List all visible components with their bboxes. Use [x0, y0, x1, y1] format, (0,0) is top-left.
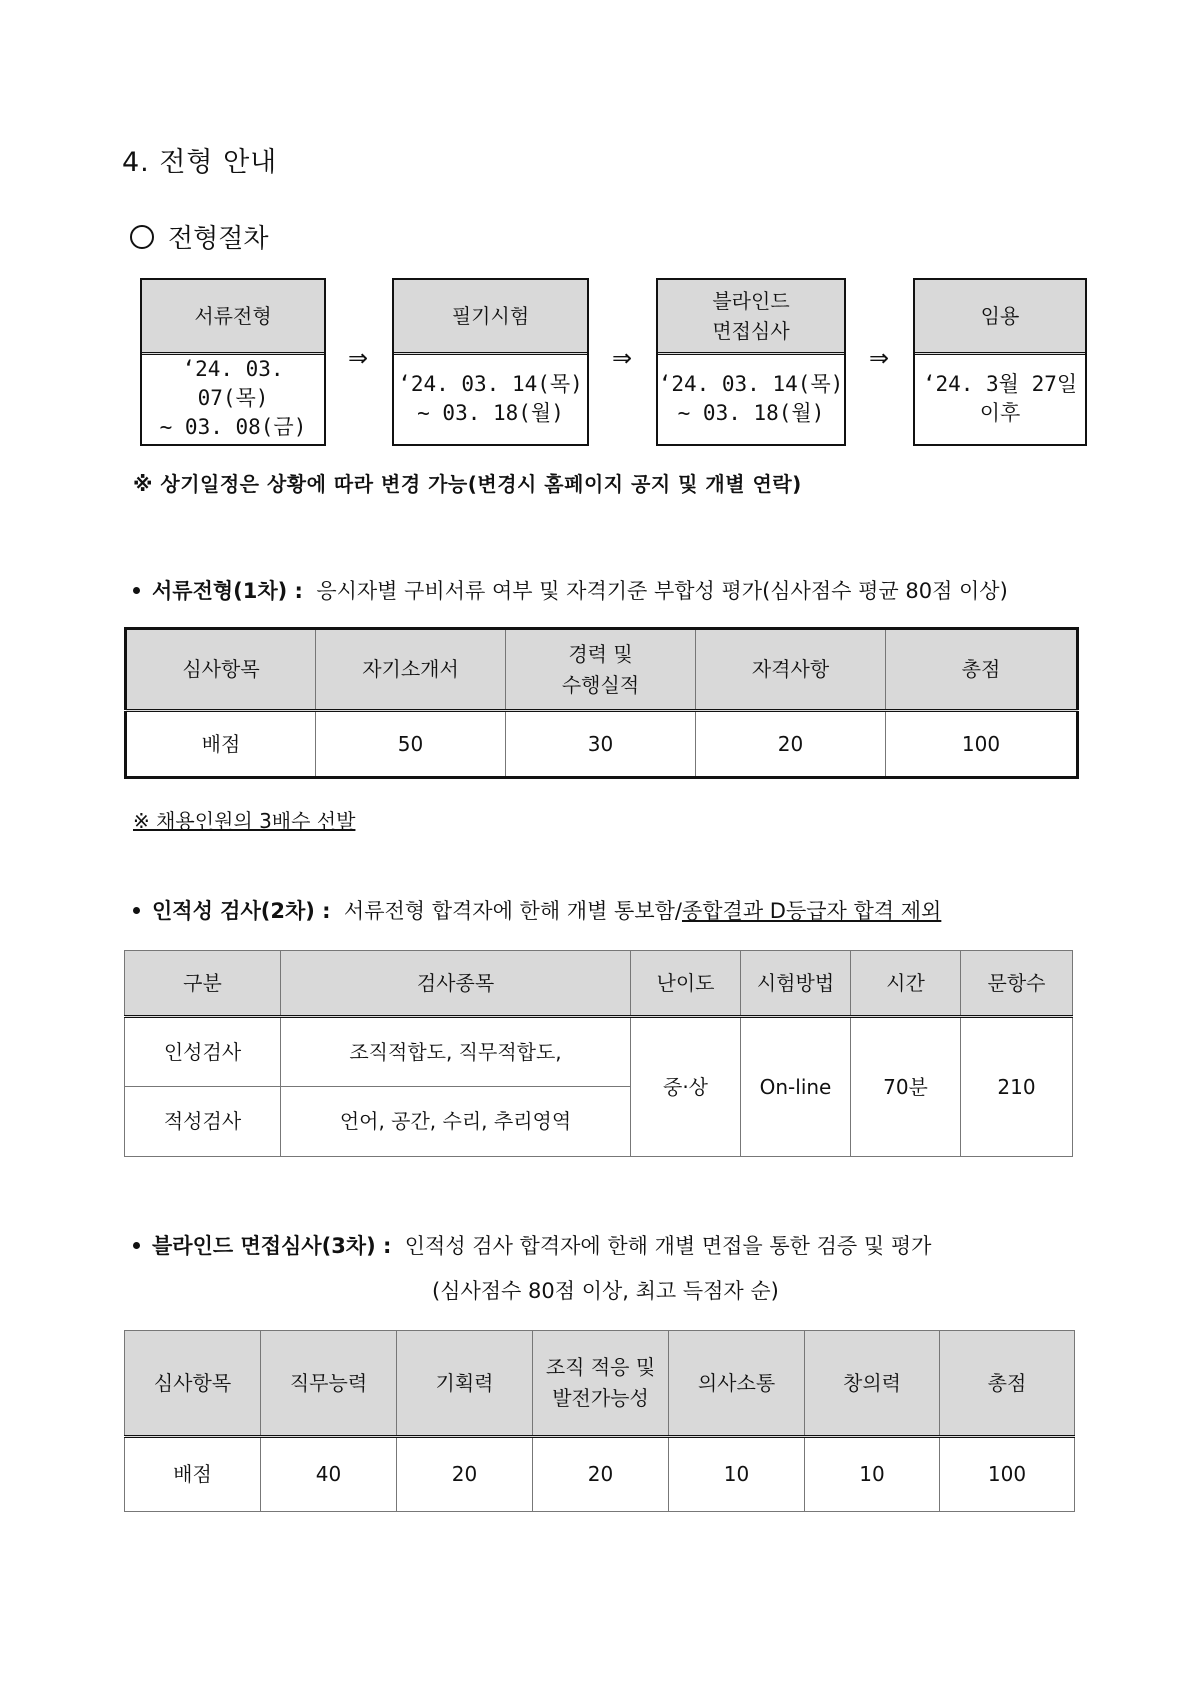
- table-header-row: 심사항목 직무능력 기획력 조직 적응 및 발전가능성 의사소통 창의력 총점: [125, 1331, 1075, 1437]
- step-appointment: [913, 278, 1087, 446]
- step-date: ‘24. 03. 07(목) ~ 03. 08(금): [159, 357, 307, 439]
- doc-screening-table: [124, 627, 1079, 779]
- schedule-note: ※ 상기일정은 상황에 따라 변경 가능(변경시 홈페이지 공지 및 개별 연락): [133, 472, 802, 496]
- step-title: 블라인드 면접심사: [658, 280, 844, 355]
- table-row: 적성검사 언어, 공간, 수리, 추리영역: [125, 1087, 1073, 1157]
- step-title: 서류전형: [142, 280, 324, 355]
- arrow-icon: ⇒: [348, 344, 369, 372]
- section-title: 4. 전형 안내: [122, 147, 278, 178]
- doc-screening-note: ※ 채용인원의 3배수 선발: [133, 809, 356, 833]
- interview-table: [124, 1330, 1075, 1512]
- aptitude-table: [124, 950, 1073, 1157]
- bullet-icon: [133, 907, 140, 914]
- table-header-row: 구분 검사종목 난이도 시험방법 시간 문항수: [125, 951, 1073, 1017]
- table-row: 배점 50 30 20 100: [126, 711, 1078, 778]
- step-title: 필기시험: [394, 280, 587, 355]
- doc-screening-heading: 서류전형(1차) : 응시자별 구비서류 여부 및 자격기준 부합성 평가(심사점수 평균 80점 이상): [133, 575, 1008, 605]
- arrow-icon: ⇒: [612, 344, 633, 372]
- interview-subdesc: (심사점수 80점 이상, 최고 득점자 순): [432, 1279, 779, 1303]
- step-title: 임용: [915, 280, 1085, 355]
- table-header-row: 심사항목 자기소개서 경력 및 수행실적 자격사항 총점: [126, 629, 1078, 711]
- table-row: 배점 40 20 20 10 10 100: [125, 1437, 1075, 1512]
- subsection-title: 전형절차: [168, 224, 269, 254]
- subsection-title-row: [130, 218, 268, 255]
- aptitude-heading: 인적성 검사(2차) : 서류전형 합격자에 한해 개별 통보함/종합결과 D등급자 합격 제외: [133, 895, 941, 925]
- interview-heading: 블라인드 면접심사(3차) : 인적성 검사 합격자에 한해 개별 면접을 통한 검증 및 평가: [133, 1230, 931, 1260]
- step-written-exam: [392, 278, 589, 446]
- step-blind-interview: [656, 278, 846, 446]
- circle-icon: [130, 225, 154, 249]
- arrow-icon: ⇒: [869, 344, 890, 372]
- bullet-icon: [133, 587, 140, 594]
- bullet-icon: [133, 1242, 140, 1249]
- step-date: ‘24. 3월 27일 이후: [922, 371, 1078, 425]
- step-date: ‘24. 03. 14(목) ~ 03. 18(월): [658, 371, 844, 425]
- step-date: ‘24. 03. 14(목) ~ 03. 18(월): [398, 371, 583, 425]
- table-row: 인성검사 조직적합도, 직무적합도, 중·상 On-line 70분 210: [125, 1017, 1073, 1087]
- step-document-screening: [140, 278, 326, 446]
